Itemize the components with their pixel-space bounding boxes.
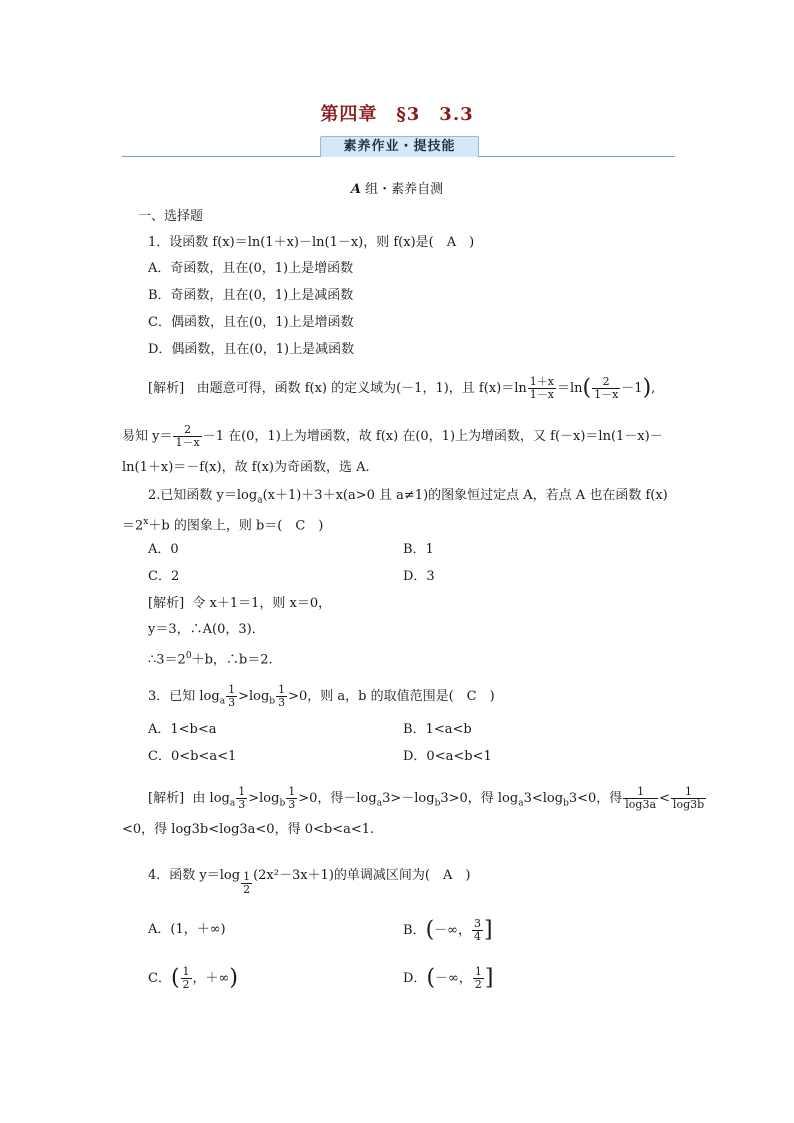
analysis-tag: [解析] [148,381,185,396]
q2-analysis-line3: $\therefore 3=2^0+b$，∴b＝2. [148,651,273,668]
q1-analysis-text: －1 在(0，1)上为增函数，故 f(x) 在(0，1)上为增函数，又 f(－x)＝ln(1－x)－ [202,429,663,444]
q2-analysis-line2: y＝3，∴A(0，3)． [148,622,265,637]
q4-option-a: A．(1，＋∞) [148,922,226,937]
q1-analysis-text: －1 [621,381,643,396]
q1-analysis-text: ＝ln [556,381,583,396]
group-letter: A [350,182,361,197]
q3-analysis-line1: [解析] 由 $\log_a$ $\frac{1}{3}$ $>\log_b$ $\frac{1}{3}$ >0，得$-\log_a3>-\log_b3>0$，得 $\log_a3<\log_b3<0$，得 $\frac{1}{\log 3a}$ < $\frac{1}{\log 3b}$ [148,785,705,811]
fraction: $\frac{2}{1-x}$ [594,375,619,401]
q2-option-a: A．0 [148,542,179,557]
q3-stem: 3．已知 $\log_a$ $\frac{1}{3}$ $>\log_b$ $\frac{1}{3}$ >0，则 a，b 的取值范围是( C ) [148,683,495,709]
fraction: $\frac{1}{3}$ [278,683,286,709]
analysis-tag: [解析] [148,596,185,611]
q1-analysis-text: 易知 y＝ [122,429,173,444]
fraction: $\frac{2}{1-x}$ [175,423,200,449]
q2-analysis-line1: [解析] 令 x＋1＝1，则 x＝0， [148,596,332,611]
fraction: $\frac{1}{2}$ [243,870,251,896]
q1-analysis-line2 [122,424,663,449]
q3-option-c: C．0<b<a<1 [148,749,237,764]
q1-option-a: A．奇函数，且在(0，1)上是增函数 [148,261,354,276]
q4-option-d: D．(－∞， $\frac{1}{2}$ ] [403,965,494,991]
section-banner: 素养作业・提技能 [320,136,479,157]
q1-analysis-text: 由题意可得，函数 f(x) 的定义域为(－1，1)，且 f(x)＝ln [196,381,527,396]
q4-stem: 4．函数 y＝log $\frac{1}{2}$ (2x²－3x＋1)的单调减区间为( A ) [148,868,471,896]
q3-option-a: A．1<b<a [148,722,217,737]
q2-stem-line2: $=2^x+b$ 的图象上，则 b＝( C ) [122,517,324,534]
q2-option-c: C．2 [148,569,180,584]
fraction: $\frac{1}{3}$ [228,683,236,709]
q2-option-d: D．3 [403,569,435,584]
q3-option-b: B．1<a<b [403,722,472,737]
analysis-tag: [解析] [148,791,185,806]
q1-stem: 1．设函数 f(x)＝ln(1＋x)－ln(1－x)，则 f(x)是( A ) [148,235,475,250]
page-title: 第四章 §3 3.3 [320,104,474,125]
fraction: $\frac{1+x}{1-x}$ [529,375,554,401]
q1-option-c: C．偶函数，且在(0，1)上是增函数 [148,315,354,330]
q1-analysis-line1: [解析] 由题意可得，函数 f(x) 的定义域为(－1，1)，且 f(x)＝ln $\frac{1+x}{1-x}$ ＝ln( $\frac{2}{1-x}$ －1), [148,375,656,401]
q4-option-b: B．(－∞， $\frac{3}{4}$ ] [403,917,493,943]
q1-option-b: B．奇函数，且在(0，1)上是减函数 [148,288,354,303]
q1-option-d: D．偶函数，且在(0，1)上是减函数 [148,342,355,357]
q3-option-d: D．0<a<b<1 [403,749,492,764]
q2-option-b: B．1 [403,542,434,557]
q3-analysis-line2: <0，得 log3b<log3a<0，得 0<b<a<1. [122,822,375,837]
group-title [0,178,794,197]
group-title-text: 组・素养自测 [360,182,444,197]
q4-option-c: C．( $\frac{1}{2}$ ，＋∞) [148,965,238,991]
section-heading: 一、选择题 [138,209,204,224]
q1-analysis-line3: ln(1＋x)＝－f(x)，故 f(x)为奇函数，选 A. [122,460,370,475]
q2-stem-line1: 2.已知函数 $y=\log_a(x+1)+3+x(a>0$ 且 a≠1)的图象恒过定点 A，若点 A 也在函数 f(x) [148,488,668,506]
